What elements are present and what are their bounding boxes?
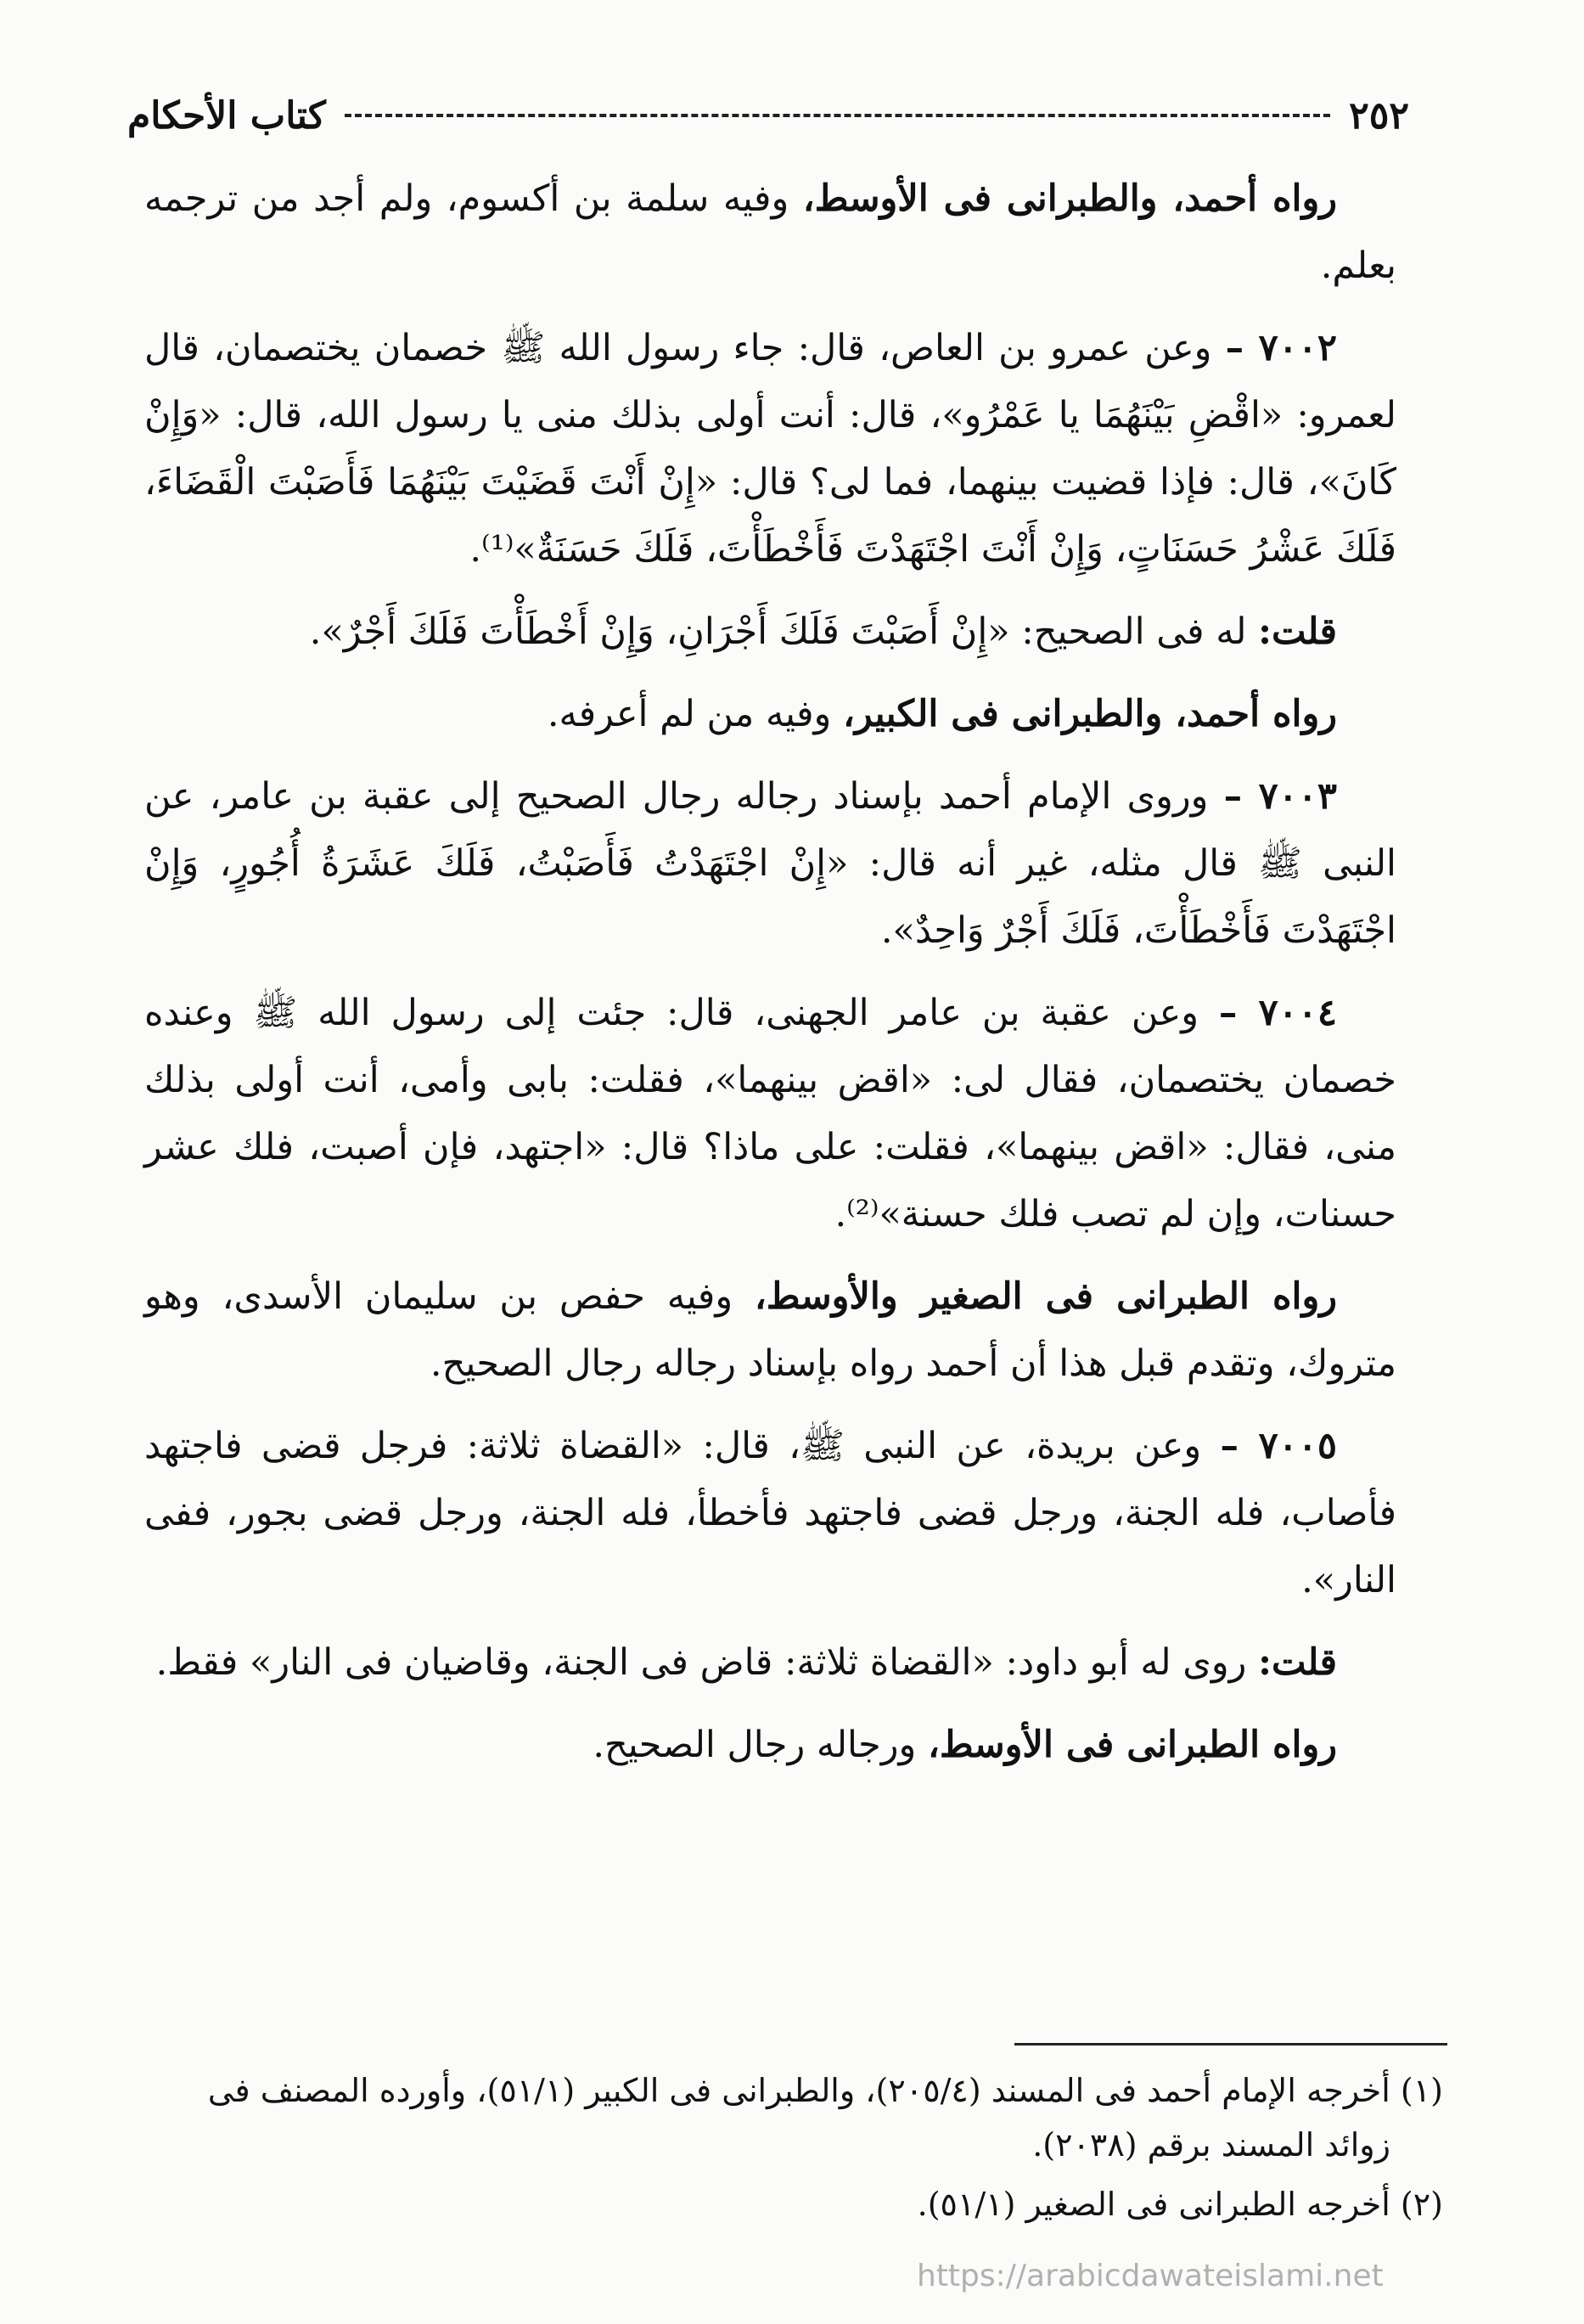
hadith-text: وعن عمرو بن العاص، قال: جاء رسول الله ﷺ خصمان يختصمان، قال لعمرو: «اقْضِ بَيْنَهُمَا يا عَمْرُو»، قال: أنت أولى بذلك منى يا رسول الله، قال: «وَإِنْ كَانَ»، قال: فإذا قضيت بينهما، فما لى؟ قال: «إِنْ أَنْتَ قَضَيْتَ بَيْنَهُمَا فَأَصَبْتَ الْقَضَاءَ، فَلَكَ عَشْرُ حَسَنَاتٍ، وَإِنْ أَنْتَ اجْتَهَدْتَ فَأَخْطَأْتَ، فَلَكَ حَسَنَةٌ»⁽¹⁾. xyxy=(144,327,1396,571)
page-number: ٢٥٢ xyxy=(1349,93,1409,138)
book-title: كتاب الأحكام xyxy=(127,93,326,138)
hadith-number: ٧٠٠٤ – xyxy=(1218,992,1337,1034)
page-header xyxy=(127,82,1409,149)
note-text: وفيه حفص بن سليمان الأسدى، وهو متروك، وتقدم قبل هذا أن أحمد رواه بإسناد رجاله رجال الصحيح. xyxy=(144,1275,1396,1385)
hadith-7005 xyxy=(144,1413,1396,1614)
footnote-1-line-2: زوائد المسند برقم (٢٠٣٨). xyxy=(1032,2126,1390,2164)
hadith-text: وعن عقبة بن عامر الجهنى، قال: جئت إلى رسول الله ﷺ وعنده خصمان يختصمان، فقال لى: «اقض بينهما»، فقلت: بابى وأمى، أنت أولى بذلك منى، فقال: «اقض بينهما»، فقلت: على ماذا؟ قال: «اجتهد، فإن أصبت، فلك عشر حسنات، وإن لم تصب فلك حسنة»⁽²⁾. xyxy=(144,992,1396,1235)
source-bold: رواه الطبرانى فى الأوسط، xyxy=(927,1724,1337,1766)
footnote-1 xyxy=(144,2063,1443,2172)
author-remark xyxy=(144,599,1396,666)
narration-note xyxy=(144,681,1396,748)
footnote-divider xyxy=(1014,2043,1447,2045)
source-bold: رواه الطبرانى فى الصغير والأوسط، xyxy=(754,1275,1337,1318)
footnote-1-line-1: (١) أخرجه الإمام أحمد فى المسند (٢٠٥/٤)، والطبرانى فى الكبير (٥١/١)، وأورده المصنف فى xyxy=(207,2072,1443,2109)
hadith-text: وروى الإمام أحمد بإسناد رجاله رجال الصحيح إلى عقبة بن عامر، عن النبى ﷺ قال مثله، غير أنه قال: «إِنْ اجْتَهَدْتُ فَأَصَبْتُ، فَلَكَ عَشَرَةُ أُجُورٍ، وَإِنْ اجْتَهَدْتَ فَأَخْطَأْتَ، فَلَكَ أَجْرٌ وَاحِدٌ». xyxy=(144,775,1396,952)
narration-note xyxy=(144,166,1396,300)
remark-text: له فى الصحيح: «إِنْ أَصَبْتَ فَلَكَ أَجْرَانِ، وَإِنْ أَخْطَأْتَ فَلَكَ أَجْرٌ». xyxy=(309,611,1259,653)
watermark-url: https://arabicdawateislami.net xyxy=(917,2259,1384,2293)
narration-note xyxy=(144,1263,1396,1398)
hadith-number: ٧٠٠٥ – xyxy=(1220,1425,1337,1467)
hadith-number: ٧٠٠٢ – xyxy=(1225,327,1337,369)
page-body xyxy=(144,166,1396,1794)
hadith-text: وعن بريدة، عن النبى ﷺ، قال: «القضاة ثلاثة: فرجل قضى فاجتهد فأصاب، فله الجنة، ورجل قضى فاجتهد فأخطأ، فله الجنة، ورجل قضى بجور، ففى النار». xyxy=(144,1425,1396,1601)
source-bold: رواه أحمد، والطبرانى فى الأوسط، xyxy=(802,177,1338,220)
hadith-7002 xyxy=(144,315,1396,583)
remark-label: قلت: xyxy=(1258,1641,1337,1684)
hadith-7004 xyxy=(144,980,1396,1248)
footnotes xyxy=(144,2063,1443,2237)
note-text: وفيه من لم أعرفه. xyxy=(547,693,843,735)
remark-text: روى له أبو داود: «القضاة ثلاثة: قاض فى الجنة، وقاضيان فى النار» فقط. xyxy=(155,1641,1259,1684)
note-text: ورجاله رجال الصحيح. xyxy=(593,1724,928,1766)
narration-note xyxy=(144,1712,1396,1779)
note-text: وفيه سلمة بن أكسوم، ولم أجد من ترجمه بعلم. xyxy=(144,177,1396,287)
source-bold: رواه أحمد، والطبرانى فى الكبير، xyxy=(842,693,1337,735)
header-divider xyxy=(345,114,1330,117)
hadith-number: ٧٠٠٣ – xyxy=(1223,775,1337,818)
remark-label: قلت: xyxy=(1258,611,1337,653)
hadith-7003 xyxy=(144,763,1396,965)
author-remark xyxy=(144,1629,1396,1697)
footnote-2: (٢) أخرجه الطبرانى فى الصغير (٥١/١). xyxy=(917,2186,1443,2223)
